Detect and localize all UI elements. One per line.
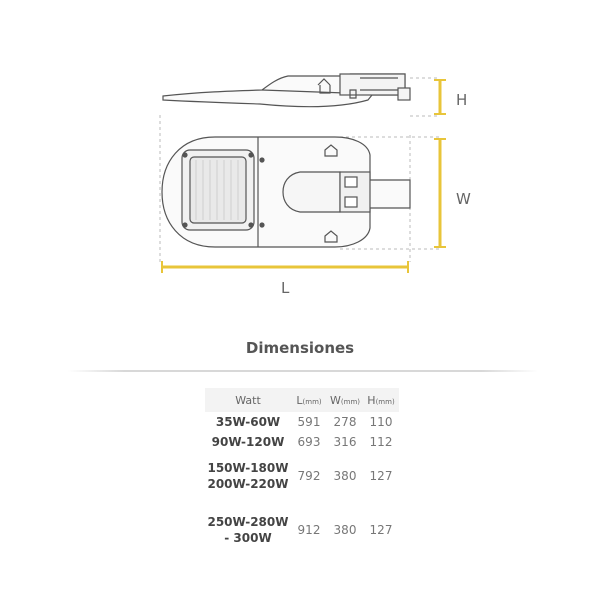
width-cell: 380 <box>333 469 357 483</box>
watt-cell: 90W-120W <box>211 435 285 449</box>
width-label: W <box>456 190 471 208</box>
watt-cell: 35W-60W <box>215 415 281 429</box>
width-cell: 278 <box>333 415 357 429</box>
width-cell: 316 <box>333 435 357 449</box>
table-row <box>205 432 399 452</box>
length-label: L <box>281 279 290 297</box>
header-height: H(mm) <box>363 388 399 412</box>
length-cell: 591 <box>297 415 321 429</box>
watt-cell: 150W-180W 200W-220W <box>207 461 289 491</box>
watt-cell: 250W-280W - 300W <box>207 515 289 545</box>
length-cell: 693 <box>297 435 321 449</box>
section-title: Dimensiones <box>245 339 355 357</box>
width-cell: 380 <box>333 523 357 537</box>
table-header-row <box>205 388 399 412</box>
header-watt: Watt <box>205 388 291 412</box>
top-view <box>162 137 410 247</box>
header-length: L(mm) <box>291 388 327 412</box>
height-cell: 127 <box>369 469 393 483</box>
table-row <box>205 506 399 554</box>
divider <box>68 370 538 372</box>
dimensions-table <box>205 388 399 554</box>
header-width: W(mm) <box>327 388 363 412</box>
height-cell: 112 <box>369 435 393 449</box>
length-cell: 792 <box>297 469 321 483</box>
table-row <box>205 412 399 432</box>
side-view <box>163 74 410 107</box>
length-cell: 912 <box>297 523 321 537</box>
table-row <box>205 452 399 500</box>
height-label: H <box>456 91 468 109</box>
height-cell: 110 <box>369 415 393 429</box>
height-cell: 127 <box>369 523 393 537</box>
